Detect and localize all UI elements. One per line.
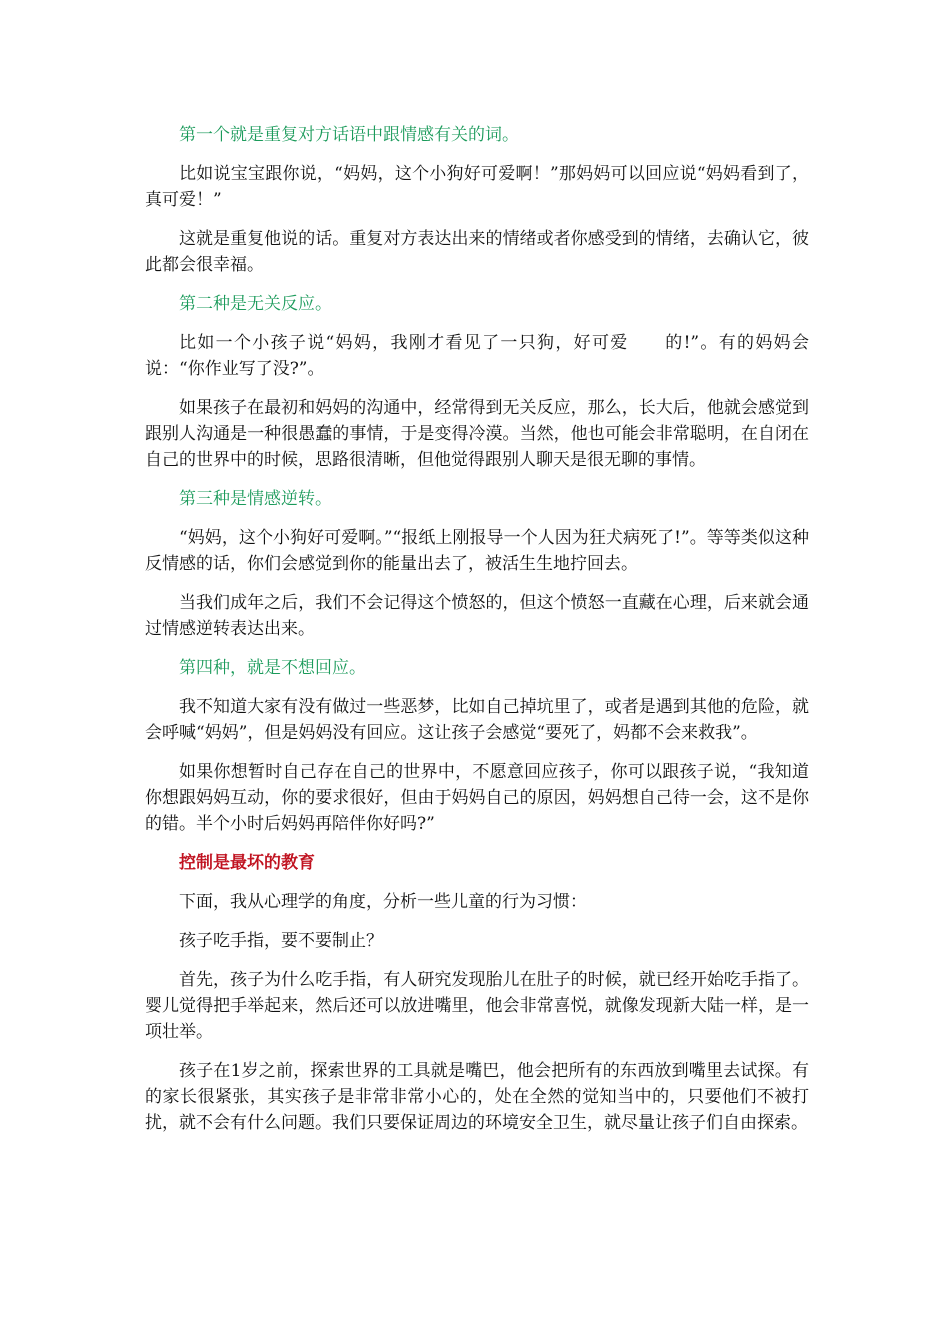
document-body <box>145 122 809 1149</box>
body-paragraph: “妈妈，这个小狗好可爱啊。”“报纸上刚报导一个人因为狂犬病死了!”。等等类似这种反情感的话，你们会感觉到你的能量出去了，被活生生地拧回去。 <box>145 528 809 574</box>
section-heading: 第四种，就是不想回应。 <box>179 658 366 678</box>
section-heading: 第二种是无关反应。 <box>179 294 332 314</box>
body-paragraph: 比如一个小孩子说“妈妈，我刚才看见了一只狗，好可爱 的!”。有的妈妈会说：“你作业写了没?”。 <box>145 333 809 379</box>
section-heading: 第三种是情感逆转。 <box>179 489 332 509</box>
chapter-heading: 控制是最坏的教育 <box>179 853 315 873</box>
body-paragraph: 这就是重复他说的话。重复对方表达出来的情绪或者你感受到的情绪，去确认它，彼此都会很幸福。 <box>145 229 809 275</box>
body-paragraph: 我不知道大家有没有做过一些恶梦，比如自己掉坑里了，或者是遇到其他的危险，就会呼喊“妈妈”，但是妈妈没有回应。这让孩子会感觉“要死了，妈都不会来救我”。 <box>145 697 809 743</box>
body-paragraph: 孩子吃手指，要不要制止？ <box>179 931 383 951</box>
body-paragraph: 比如说宝宝跟你说，“妈妈，这个小狗好可爱啊！”那妈妈可以回应说“妈妈看到了，真可爱！” <box>145 164 809 210</box>
body-paragraph: 如果你想暂时自己存在自己的世界中，不愿意回应孩子，你可以跟孩子说，“我知道你想跟妈妈互动，你的要求很好，但由于妈妈自己的原因，妈妈想自己待一会，这不是你的错。半个小时后妈妈再陪伴你好吗?” <box>145 762 809 834</box>
body-paragraph: 下面，我从心理学的角度，分析一些儿童的行为习惯： <box>179 892 587 912</box>
section-heading: 第一个就是重复对方话语中跟情感有关的词。 <box>179 125 519 145</box>
body-paragraph: 孩子在1岁之前，探索世界的工具就是嘴巴，他会把所有的东西放到嘴里去试探。有的家长很紧张，其实孩子是非常非常小心的，处在全然的觉知当中的，只要他们不被打扰，就不会有什么问题。我们只要保证周边的环境安全卫生，就尽量让孩子们自由探索。 <box>145 1061 809 1133</box>
body-paragraph: 如果孩子在最初和妈妈的沟通中，经常得到无关反应，那么，长大后，他就会感觉到跟别人沟通是一种很愚蠢的事情，于是变得冷漠。当然，他也可能会非常聪明，在自闭在自己的世界中的时候，思路很清晰，但他觉得跟别人聊天是很无聊的事情。 <box>145 398 809 470</box>
body-paragraph: 当我们成年之后，我们不会记得这个愤怒的，但这个愤怒一直藏在心理，后来就会通过情感逆转表达出来。 <box>145 593 809 639</box>
body-paragraph: 首先，孩子为什么吃手指，有人研究发现胎儿在肚子的时候，就已经开始吃手指了。婴儿觉得把手举起来，然后还可以放进嘴里，他会非常喜悦，就像发现新大陆一样，是一项壮举。 <box>145 970 809 1042</box>
